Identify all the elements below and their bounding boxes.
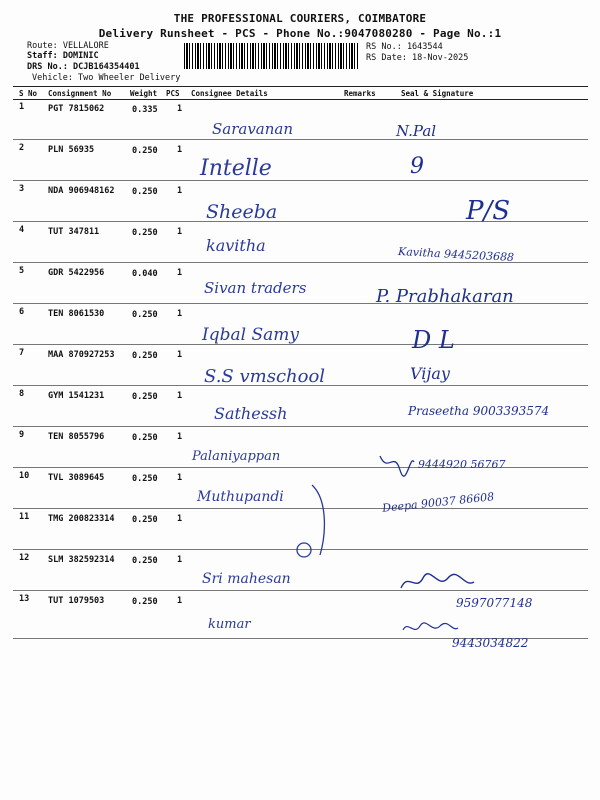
signature-scribble (398, 568, 478, 598)
row-consignment: TVL 3089645 (48, 473, 105, 483)
row-pcs: 1 (177, 186, 183, 196)
consignee-handwriting: kumar (208, 617, 251, 632)
row-sno: 5 (19, 266, 25, 276)
row-pcs: 1 (177, 350, 183, 360)
drs-label: DRS No.: DCJB164354401 (27, 62, 140, 72)
row-sno: 9 (19, 430, 25, 440)
row-weight: 0.250 (132, 310, 158, 320)
row-sno: 11 (19, 512, 30, 522)
row-pcs: 1 (177, 596, 183, 606)
consignee-handwriting: Iqbal Samy (202, 325, 299, 345)
consignee-handwriting: kavitha (206, 236, 266, 255)
row-sno: 1 (19, 102, 25, 112)
row-pcs: 1 (177, 514, 183, 524)
consignee-handwriting: S.S vmschool (204, 366, 326, 387)
row-consignment: MAA 870927253 (48, 350, 115, 360)
signature: P/S (466, 196, 511, 226)
company-title: THE PROFESSIONAL COURIERS, COIMBATORE (173, 12, 427, 25)
row-weight: 0.335 (132, 105, 158, 115)
route-label: Route: VELLALORE (27, 41, 109, 51)
row-consignment: TEN 8055796 (48, 432, 105, 442)
row-consignment: SLM 382592314 (48, 555, 115, 565)
row-sno: 12 (19, 553, 30, 563)
row-weight: 0.040 (132, 269, 158, 279)
row-consignment: GYM 1541231 (48, 391, 105, 401)
signature-scribble (400, 618, 460, 638)
rs-number: RS No.: 1643544 (366, 42, 443, 52)
row-sno: 3 (19, 184, 25, 194)
signature: Vijay (410, 364, 450, 383)
consignee-handwriting: Sathessh (214, 404, 288, 423)
col-signature: Seal & Signature (401, 89, 474, 98)
row-sno: 10 (19, 471, 30, 481)
vehicle-label: Vehicle: Two Wheeler Delivery (32, 73, 181, 83)
row-weight: 0.250 (132, 474, 158, 484)
row-sno: 6 (19, 307, 25, 317)
row-pcs: 1 (177, 432, 183, 442)
row-pcs: 1 (177, 145, 183, 155)
col-consignee: Consignee Details (191, 89, 268, 98)
signature: D L (412, 326, 455, 354)
signature: N.Pal (396, 122, 437, 140)
row-consignment: TEN 8061530 (48, 309, 105, 319)
signature: Deepa 90037 86608 (381, 490, 495, 515)
row-pcs: 1 (177, 473, 183, 483)
row-pcs: 1 (177, 227, 183, 237)
row-weight: 0.250 (132, 433, 158, 443)
row-pcs: 1 (177, 309, 183, 319)
signature: 9 (410, 154, 424, 179)
staff-label: Staff: DOMINIC (27, 51, 99, 61)
row-sno: 2 (19, 143, 25, 153)
signature: 9597077148 (456, 596, 533, 610)
consignee-handwriting: Sivan traders (204, 279, 307, 297)
col-pcs: PCS (166, 89, 180, 98)
row-consignment: TUT 1079503 (48, 596, 105, 606)
col-sno: S No (19, 89, 38, 98)
row-consignment: TUT 347811 (48, 227, 100, 237)
consignee-handwriting: Intelle (200, 156, 272, 181)
row-weight: 0.250 (132, 146, 158, 156)
consignee-handwriting: Sheeba (206, 201, 278, 223)
consignee-handwriting: Saravanan (212, 120, 294, 138)
row-pcs: 1 (177, 555, 183, 565)
row-weight: 0.250 (132, 228, 158, 238)
runsheet-subtitle: Delivery Runsheet - PCS - Phone No.:9047080280 - Page No.:1 (98, 27, 502, 40)
row-sno: 7 (19, 348, 25, 358)
row-consignment: GDR 5422956 (48, 268, 105, 278)
rs-date: RS Date: 18-Nov-2025 (366, 53, 469, 63)
row-consignment: PLN 56935 (48, 145, 95, 155)
col-weight: Weight (130, 89, 158, 98)
row-consignment: PGT 7815062 (48, 104, 105, 114)
row-weight: 0.250 (132, 351, 158, 361)
signature: Praseetha 9003393574 (408, 404, 550, 418)
signature: Kavitha 9445203688 (397, 244, 515, 265)
table-row (13, 303, 588, 345)
signature: 9444920 56767 (418, 458, 506, 471)
consignee-handwriting: Muthupandi (197, 489, 284, 505)
row-weight: 0.250 (132, 392, 158, 402)
row-weight: 0.250 (132, 597, 158, 607)
row-pcs: 1 (177, 391, 183, 401)
row-weight: 0.250 (132, 187, 158, 197)
row-pcs: 1 (177, 268, 183, 278)
row-weight: 0.250 (132, 515, 158, 525)
consignee-handwriting: Palaniyappan (192, 449, 281, 464)
signature: P. Prabhakaran (376, 286, 514, 307)
row-sno: 4 (19, 225, 25, 235)
row-consignment: TMG 200823314 (48, 514, 115, 524)
handwritten-bracket-mark (290, 480, 340, 560)
row-sno: 13 (19, 594, 30, 604)
consignee-handwriting: Sri mahesan (202, 571, 291, 587)
signature: 9443034822 (452, 636, 529, 650)
table-row (13, 98, 588, 140)
col-remarks: Remarks (344, 89, 376, 98)
signature-scribble (376, 448, 416, 478)
row-consignment: NDA 906948162 (48, 186, 115, 196)
row-pcs: 1 (177, 104, 183, 114)
row-sno: 8 (19, 389, 25, 399)
row-weight: 0.250 (132, 556, 158, 566)
col-consignment: Consignment No (48, 89, 112, 98)
table-row (13, 139, 588, 181)
barcode (184, 43, 360, 69)
